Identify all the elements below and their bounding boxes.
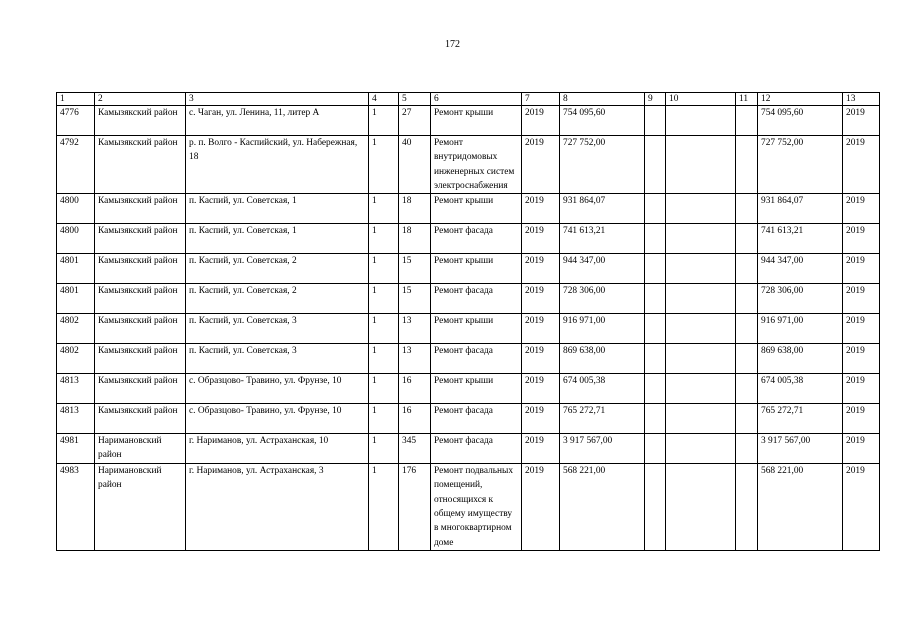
col-4-value-cell: 1: [369, 136, 399, 194]
end-year-cell: 2019: [843, 434, 880, 464]
col-11-value-cell: [736, 194, 758, 224]
address-cell: п. Каспий, ул. Советская, 3: [186, 314, 369, 344]
col-9-value-cell: [645, 254, 666, 284]
col-10-value-cell: [666, 434, 736, 464]
amount-total-cell: 674 005,38: [758, 374, 843, 404]
end-year-cell: 2019: [843, 194, 880, 224]
year-cell: 2019: [522, 404, 560, 434]
year-cell: 2019: [522, 344, 560, 374]
row-id-cell: 4802: [57, 314, 95, 344]
amount-cell: 674 005,38: [560, 374, 645, 404]
end-year-cell: 2019: [843, 314, 880, 344]
amount-cell: 765 272,71: [560, 404, 645, 434]
col-4-value-cell: 1: [369, 224, 399, 254]
table-row: [57, 194, 880, 224]
column-number: 6: [431, 93, 522, 106]
address-cell: г. Нариманов, ул. Астраханская, 10: [186, 434, 369, 464]
col-5-value-cell: 18: [399, 194, 431, 224]
district-cell: Камызякский район: [95, 194, 186, 224]
col-4-value-cell: 1: [369, 374, 399, 404]
col-10-value-cell: [666, 106, 736, 136]
address-cell: п. Каспий, ул. Советская, 2: [186, 254, 369, 284]
year-cell: 2019: [522, 254, 560, 284]
end-year-cell: 2019: [843, 344, 880, 374]
amount-total-cell: 568 221,00: [758, 464, 843, 551]
work-type-cell: Ремонт подвальных помещений, относящихся к общему имуществу в многоквартирном доме: [431, 464, 522, 551]
work-type-cell: Ремонт фасада: [431, 224, 522, 254]
col-5-value-cell: 18: [399, 224, 431, 254]
district-cell: Камызякский район: [95, 254, 186, 284]
end-year-cell: 2019: [843, 254, 880, 284]
col-11-value-cell: [736, 314, 758, 344]
row-id-cell: 4801: [57, 254, 95, 284]
column-number: 7: [522, 93, 560, 106]
district-cell: Камызякский район: [95, 106, 186, 136]
col-9-value-cell: [645, 464, 666, 551]
col-10-value-cell: [666, 314, 736, 344]
table-body: [57, 93, 880, 551]
end-year-cell: 2019: [843, 464, 880, 551]
year-cell: 2019: [522, 374, 560, 404]
column-number: 2: [95, 93, 186, 106]
work-type-cell: Ремонт фасада: [431, 404, 522, 434]
col-9-value-cell: [645, 136, 666, 194]
amount-cell: 741 613,21: [560, 224, 645, 254]
col-5-value-cell: 13: [399, 344, 431, 374]
work-type-cell: Ремонт крыши: [431, 194, 522, 224]
work-type-cell: Ремонт фасада: [431, 344, 522, 374]
year-cell: 2019: [522, 434, 560, 464]
work-type-cell: Ремонт фасада: [431, 434, 522, 464]
col-11-value-cell: [736, 344, 758, 374]
col-11-value-cell: [736, 224, 758, 254]
amount-total-cell: 741 613,21: [758, 224, 843, 254]
col-9-value-cell: [645, 284, 666, 314]
row-id-cell: 4800: [57, 194, 95, 224]
table-row: [57, 434, 880, 464]
page-number: 172: [445, 39, 460, 50]
amount-cell: 3 917 567,00: [560, 434, 645, 464]
row-id-cell: 4983: [57, 464, 95, 551]
table-row: [57, 284, 880, 314]
column-number: 3: [186, 93, 369, 106]
col-4-value-cell: 1: [369, 284, 399, 314]
col-11-value-cell: [736, 254, 758, 284]
amount-total-cell: 754 095,60: [758, 106, 843, 136]
column-number: 9: [645, 93, 666, 106]
table-row: [57, 344, 880, 374]
col-11-value-cell: [736, 136, 758, 194]
column-number-row: [57, 93, 880, 106]
amount-cell: 869 638,00: [560, 344, 645, 374]
col-5-value-cell: 16: [399, 374, 431, 404]
table-row: [57, 374, 880, 404]
column-number: 10: [666, 93, 736, 106]
col-5-value-cell: 27: [399, 106, 431, 136]
district-cell: Камызякский район: [95, 374, 186, 404]
column-number: 12: [758, 93, 843, 106]
capital-repair-table: [56, 92, 880, 551]
col-9-value-cell: [645, 404, 666, 434]
col-11-value-cell: [736, 106, 758, 136]
address-cell: с. Образцово- Травино, ул. Фрунзе, 10: [186, 404, 369, 434]
table-row: [57, 404, 880, 434]
col-10-value-cell: [666, 404, 736, 434]
year-cell: 2019: [522, 284, 560, 314]
col-11-value-cell: [736, 434, 758, 464]
col-4-value-cell: 1: [369, 344, 399, 374]
row-id-cell: 4792: [57, 136, 95, 194]
col-4-value-cell: 1: [369, 404, 399, 434]
col-10-value-cell: [666, 136, 736, 194]
address-cell: г. Нариманов, ул. Астраханская, 3: [186, 464, 369, 551]
district-cell: Наримановский район: [95, 464, 186, 551]
amount-total-cell: 728 306,00: [758, 284, 843, 314]
address-cell: р. п. Волго - Каспийский, ул. Набережная, 18: [186, 136, 369, 194]
work-type-cell: Ремонт крыши: [431, 254, 522, 284]
column-number: 13: [843, 93, 880, 106]
district-cell: Камызякский район: [95, 404, 186, 434]
col-5-value-cell: 15: [399, 284, 431, 314]
row-id-cell: 4813: [57, 404, 95, 434]
col-10-value-cell: [666, 284, 736, 314]
col-10-value-cell: [666, 344, 736, 374]
amount-total-cell: 727 752,00: [758, 136, 843, 194]
work-type-cell: Ремонт фасада: [431, 284, 522, 314]
amount-total-cell: 765 272,71: [758, 404, 843, 434]
address-cell: с. Чаган, ул. Ленина, 11, литер А: [186, 106, 369, 136]
col-11-value-cell: [736, 374, 758, 404]
col-5-value-cell: 15: [399, 254, 431, 284]
row-id-cell: 4981: [57, 434, 95, 464]
col-9-value-cell: [645, 314, 666, 344]
column-number: 1: [57, 93, 95, 106]
district-cell: Наримановский район: [95, 434, 186, 464]
district-cell: Камызякский район: [95, 136, 186, 194]
amount-cell: 754 095,60: [560, 106, 645, 136]
amount-cell: 727 752,00: [560, 136, 645, 194]
table-row: [57, 224, 880, 254]
row-id-cell: 4776: [57, 106, 95, 136]
end-year-cell: 2019: [843, 136, 880, 194]
col-10-value-cell: [666, 374, 736, 404]
row-id-cell: 4800: [57, 224, 95, 254]
table-row: [57, 254, 880, 284]
col-9-value-cell: [645, 374, 666, 404]
column-number: 4: [369, 93, 399, 106]
col-9-value-cell: [645, 344, 666, 374]
address-cell: п. Каспий, ул. Советская, 1: [186, 194, 369, 224]
col-5-value-cell: 16: [399, 404, 431, 434]
column-number: 8: [560, 93, 645, 106]
col-5-value-cell: 176: [399, 464, 431, 551]
column-number: 5: [399, 93, 431, 106]
work-type-cell: Ремонт внутридомовых инженерных систем электроснабжения: [431, 136, 522, 194]
amount-cell: 944 347,00: [560, 254, 645, 284]
col-9-value-cell: [645, 106, 666, 136]
row-id-cell: 4801: [57, 284, 95, 314]
address-cell: п. Каспий, ул. Советская, 3: [186, 344, 369, 374]
address-cell: п. Каспий, ул. Советская, 1: [186, 224, 369, 254]
table-row: [57, 464, 880, 551]
col-10-value-cell: [666, 464, 736, 551]
district-cell: Камызякский район: [95, 314, 186, 344]
year-cell: 2019: [522, 314, 560, 344]
district-cell: Камызякский район: [95, 224, 186, 254]
amount-total-cell: 944 347,00: [758, 254, 843, 284]
amount-total-cell: 869 638,00: [758, 344, 843, 374]
year-cell: 2019: [522, 136, 560, 194]
amount-total-cell: 3 917 567,00: [758, 434, 843, 464]
col-9-value-cell: [645, 224, 666, 254]
work-type-cell: Ремонт крыши: [431, 314, 522, 344]
end-year-cell: 2019: [843, 106, 880, 136]
col-11-value-cell: [736, 464, 758, 551]
table-row: [57, 314, 880, 344]
row-id-cell: 4802: [57, 344, 95, 374]
work-type-cell: Ремонт крыши: [431, 374, 522, 404]
amount-cell: 568 221,00: [560, 464, 645, 551]
address-cell: п. Каспий, ул. Советская, 2: [186, 284, 369, 314]
end-year-cell: 2019: [843, 284, 880, 314]
col-9-value-cell: [645, 194, 666, 224]
year-cell: 2019: [522, 464, 560, 551]
amount-total-cell: 916 971,00: [758, 314, 843, 344]
amount-cell: 728 306,00: [560, 284, 645, 314]
work-type-cell: Ремонт крыши: [431, 106, 522, 136]
col-4-value-cell: 1: [369, 314, 399, 344]
col-11-value-cell: [736, 284, 758, 314]
col-4-value-cell: 1: [369, 254, 399, 284]
district-cell: Камызякский район: [95, 284, 186, 314]
address-cell: с. Образцово- Травино, ул. Фрунзе, 10: [186, 374, 369, 404]
col-4-value-cell: 1: [369, 194, 399, 224]
year-cell: 2019: [522, 106, 560, 136]
col-5-value-cell: 345: [399, 434, 431, 464]
table-row: [57, 106, 880, 136]
col-4-value-cell: 1: [369, 464, 399, 551]
col-11-value-cell: [736, 404, 758, 434]
end-year-cell: 2019: [843, 374, 880, 404]
col-10-value-cell: [666, 224, 736, 254]
col-5-value-cell: 13: [399, 314, 431, 344]
year-cell: 2019: [522, 224, 560, 254]
end-year-cell: 2019: [843, 224, 880, 254]
column-number: 11: [736, 93, 758, 106]
row-id-cell: 4813: [57, 374, 95, 404]
year-cell: 2019: [522, 194, 560, 224]
col-5-value-cell: 40: [399, 136, 431, 194]
col-9-value-cell: [645, 434, 666, 464]
col-4-value-cell: 1: [369, 434, 399, 464]
district-cell: Камызякский район: [95, 344, 186, 374]
col-4-value-cell: 1: [369, 106, 399, 136]
end-year-cell: 2019: [843, 404, 880, 434]
amount-cell: 916 971,00: [560, 314, 645, 344]
amount-cell: 931 864,07: [560, 194, 645, 224]
amount-total-cell: 931 864,07: [758, 194, 843, 224]
table-row: [57, 136, 880, 194]
col-10-value-cell: [666, 194, 736, 224]
col-10-value-cell: [666, 254, 736, 284]
